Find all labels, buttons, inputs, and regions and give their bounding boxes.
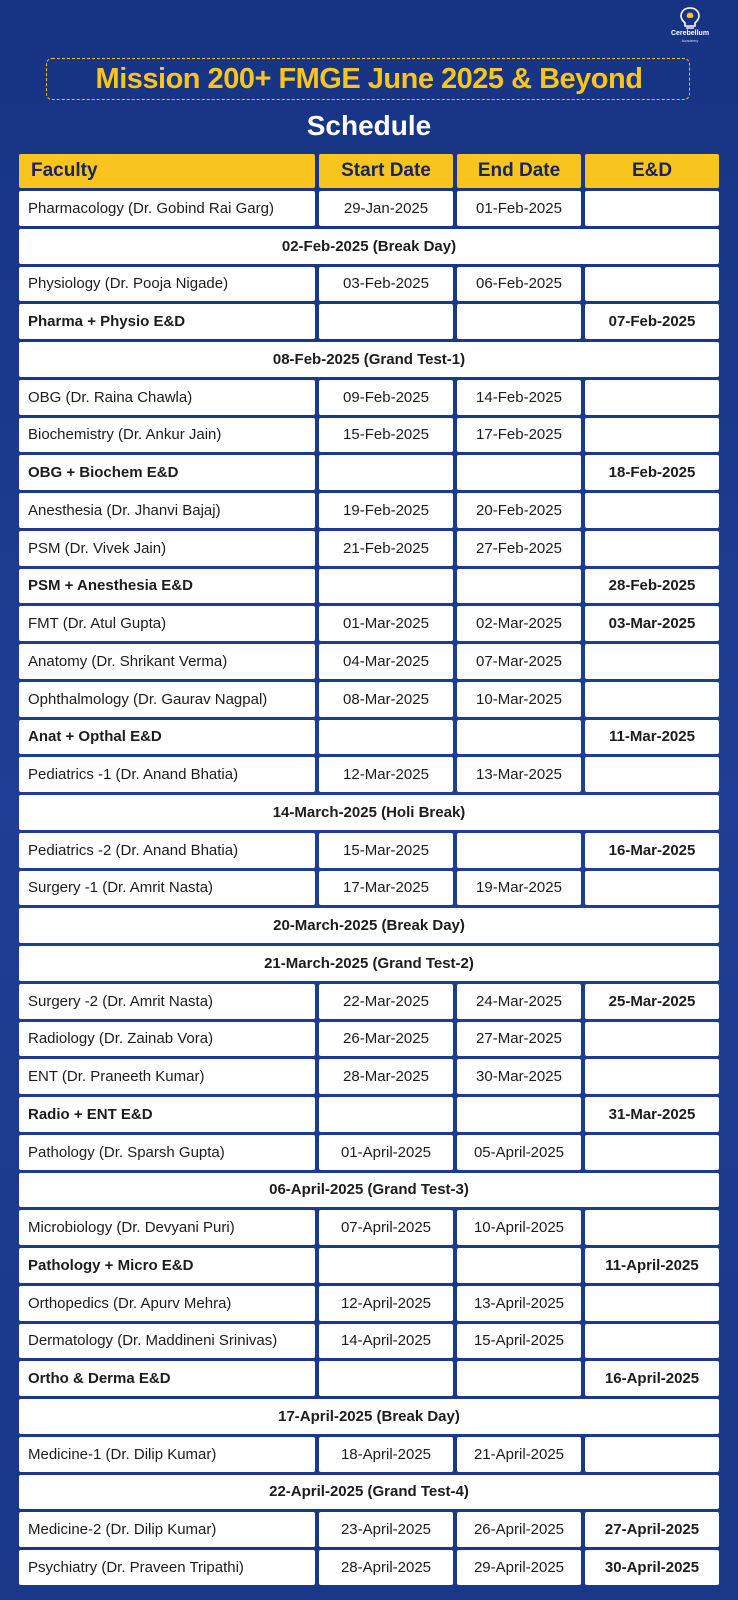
table-row — [19, 191, 719, 226]
start-date-cell: 28-Mar-2025 — [319, 1059, 453, 1094]
start-date-cell: 03-Feb-2025 — [319, 267, 453, 302]
ed-date-cell — [585, 380, 719, 415]
end-date-cell: 19-Mar-2025 — [457, 871, 581, 906]
faculty-cell: Dermatology (Dr. Maddineni Srinivas) — [19, 1324, 315, 1359]
start-date-cell: 21-Feb-2025 — [319, 531, 453, 566]
faculty-cell: Anesthesia (Dr. Jhanvi Bajaj) — [19, 493, 315, 528]
ed-date-cell: 27-April-2025 — [585, 1512, 719, 1547]
start-date-cell — [319, 569, 453, 604]
lightbulb-brain-icon — [679, 6, 701, 30]
table-row — [19, 1210, 719, 1245]
end-date-cell: 10-April-2025 — [457, 1210, 581, 1245]
banner-row — [19, 908, 719, 943]
ed-date-cell: 07-Feb-2025 — [585, 304, 719, 339]
faculty-cell: Pharmacology (Dr. Gobind Rai Garg) — [19, 191, 315, 226]
ed-row — [19, 304, 719, 339]
faculty-cell: Surgery -2 (Dr. Amrit Nasta) — [19, 984, 315, 1019]
end-date-cell: 05-April-2025 — [457, 1135, 581, 1170]
faculty-cell: Anat + Opthal E&D — [19, 720, 315, 755]
start-date-cell — [319, 304, 453, 339]
ed-date-cell: 18-Feb-2025 — [585, 455, 719, 490]
start-date-cell: 07-April-2025 — [319, 1210, 453, 1245]
banner-row — [19, 1399, 719, 1434]
ed-date-cell — [585, 1210, 719, 1245]
end-date-cell: 27-Mar-2025 — [457, 1022, 581, 1057]
faculty-cell: Orthopedics (Dr. Apurv Mehra) — [19, 1286, 315, 1321]
end-date-cell — [457, 455, 581, 490]
end-date-cell: 06-Feb-2025 — [457, 267, 581, 302]
start-date-cell: 28-April-2025 — [319, 1550, 453, 1585]
faculty-cell: Pediatrics -2 (Dr. Anand Bhatia) — [19, 833, 315, 868]
end-date-cell: 07-Mar-2025 — [457, 644, 581, 679]
ed-date-cell: 11-April-2025 — [585, 1248, 719, 1283]
table-row — [19, 871, 719, 906]
ed-date-cell: 03-Mar-2025 — [585, 606, 719, 641]
table-row — [19, 1512, 719, 1547]
table-row — [19, 682, 719, 717]
end-date-cell — [457, 1097, 581, 1132]
start-date-cell — [319, 720, 453, 755]
header-end-date: End Date — [457, 154, 581, 188]
ed-row — [19, 569, 719, 604]
table-row — [19, 1437, 719, 1472]
faculty-cell: Psychiatry (Dr. Praveen Tripathi) — [19, 1550, 315, 1585]
ed-row — [19, 1248, 719, 1283]
faculty-cell: Surgery -1 (Dr. Amrit Nasta) — [19, 871, 315, 906]
faculty-cell: Ophthalmology (Dr. Gaurav Nagpal) — [19, 682, 315, 717]
ed-date-cell — [585, 1286, 719, 1321]
end-date-cell: 15-April-2025 — [457, 1324, 581, 1359]
ed-date-cell — [585, 1324, 719, 1359]
ed-date-cell: 28-Feb-2025 — [585, 569, 719, 604]
ed-date-cell: 30-April-2025 — [585, 1550, 719, 1585]
faculty-cell: PSM + Anesthesia E&D — [19, 569, 315, 604]
faculty-cell: Medicine-2 (Dr. Dilip Kumar) — [19, 1512, 315, 1547]
page-subtitle: Schedule — [306, 110, 432, 141]
banner-text: 20-March-2025 (Break Day) — [19, 908, 719, 943]
start-date-cell: 01-April-2025 — [319, 1135, 453, 1170]
banner-row — [19, 342, 719, 377]
faculty-cell: Pathology (Dr. Sparsh Gupta) — [19, 1135, 315, 1170]
table-row — [19, 984, 719, 1019]
header-ed: E&D — [585, 154, 719, 188]
table-row — [19, 267, 719, 302]
faculty-cell: Radio + ENT E&D — [19, 1097, 315, 1132]
banner-row — [19, 1475, 719, 1510]
start-date-cell: 17-Mar-2025 — [319, 871, 453, 906]
ed-date-cell — [585, 1135, 719, 1170]
table-row — [19, 493, 719, 528]
start-date-cell — [319, 1361, 453, 1396]
ed-date-cell — [585, 871, 719, 906]
table-row — [19, 757, 719, 792]
brand-tagline: Academy — [681, 38, 699, 43]
start-date-cell: 01-Mar-2025 — [319, 606, 453, 641]
table-row — [19, 531, 719, 566]
faculty-cell: Medicine-1 (Dr. Dilip Kumar) — [19, 1437, 315, 1472]
table-row — [19, 1059, 719, 1094]
faculty-cell: OBG (Dr. Raina Chawla) — [19, 380, 315, 415]
table-body — [19, 191, 719, 1585]
end-date-cell: 27-Feb-2025 — [457, 531, 581, 566]
end-date-cell: 17-Feb-2025 — [457, 418, 581, 453]
table-row — [19, 1286, 719, 1321]
ed-row — [19, 1361, 719, 1396]
ed-date-cell — [585, 1059, 719, 1094]
table-row — [19, 1324, 719, 1359]
end-date-cell: 20-Feb-2025 — [457, 493, 581, 528]
ed-date-cell — [585, 418, 719, 453]
ed-row — [19, 455, 719, 490]
end-date-cell: 14-Feb-2025 — [457, 380, 581, 415]
ed-date-cell — [585, 531, 719, 566]
banner-text: 08-Feb-2025 (Grand Test-1) — [19, 342, 719, 377]
ed-date-cell — [585, 267, 719, 302]
ed-date-cell — [585, 682, 719, 717]
ed-date-cell — [585, 757, 719, 792]
table-row — [19, 1135, 719, 1170]
faculty-cell: PSM (Dr. Vivek Jain) — [19, 531, 315, 566]
end-date-cell — [457, 720, 581, 755]
table-row — [19, 606, 719, 641]
faculty-cell: Biochemistry (Dr. Ankur Jain) — [19, 418, 315, 453]
start-date-cell — [319, 455, 453, 490]
ed-date-cell: 25-Mar-2025 — [585, 984, 719, 1019]
ed-date-cell — [585, 191, 719, 226]
header-start-date: Start Date — [319, 154, 453, 188]
start-date-cell: 14-April-2025 — [319, 1324, 453, 1359]
end-date-cell: 10-Mar-2025 — [457, 682, 581, 717]
banner-row — [19, 795, 719, 830]
ed-row — [19, 1097, 719, 1132]
ed-row — [19, 720, 719, 755]
end-date-cell: 29-April-2025 — [457, 1550, 581, 1585]
end-date-cell — [457, 1361, 581, 1396]
start-date-cell: 19-Feb-2025 — [319, 493, 453, 528]
ed-date-cell: 16-Mar-2025 — [585, 833, 719, 868]
start-date-cell: 22-Mar-2025 — [319, 984, 453, 1019]
banner-text: 22-April-2025 (Grand Test-4) — [19, 1475, 719, 1510]
table-row — [19, 833, 719, 868]
start-date-cell: 12-Mar-2025 — [319, 757, 453, 792]
start-date-cell: 29-Jan-2025 — [319, 191, 453, 226]
end-date-cell — [457, 833, 581, 868]
banner-text: 17-April-2025 (Break Day) — [19, 1399, 719, 1434]
start-date-cell: 26-Mar-2025 — [319, 1022, 453, 1057]
faculty-cell: Pharma + Physio E&D — [19, 304, 315, 339]
start-date-cell: 15-Feb-2025 — [319, 418, 453, 453]
end-date-cell: 13-April-2025 — [457, 1286, 581, 1321]
table-row — [19, 1550, 719, 1585]
end-date-cell: 02-Mar-2025 — [457, 606, 581, 641]
table-row — [19, 644, 719, 679]
ed-date-cell: 11-Mar-2025 — [585, 720, 719, 755]
end-date-cell: 30-Mar-2025 — [457, 1059, 581, 1094]
faculty-cell: ENT (Dr. Praneeth Kumar) — [19, 1059, 315, 1094]
ed-date-cell — [585, 493, 719, 528]
end-date-cell: 21-April-2025 — [457, 1437, 581, 1472]
end-date-cell — [457, 1248, 581, 1283]
table-row — [19, 380, 719, 415]
end-date-cell: 26-April-2025 — [457, 1512, 581, 1547]
ed-date-cell — [585, 1022, 719, 1057]
start-date-cell: 04-Mar-2025 — [319, 644, 453, 679]
faculty-cell: Ortho & Derma E&D — [19, 1361, 315, 1396]
faculty-cell: Radiology (Dr. Zainab Vora) — [19, 1022, 315, 1057]
start-date-cell: 18-April-2025 — [319, 1437, 453, 1472]
table-header — [19, 154, 719, 188]
start-date-cell: 12-April-2025 — [319, 1286, 453, 1321]
banner-text: 21-March-2025 (Grand Test-2) — [19, 946, 719, 981]
faculty-cell: Pathology + Micro E&D — [19, 1248, 315, 1283]
start-date-cell: 08-Mar-2025 — [319, 682, 453, 717]
page-title: Mission 200+ FMGE June 2025 & Beyond — [95, 63, 643, 95]
ed-date-cell — [585, 644, 719, 679]
header-faculty: Faculty — [19, 154, 315, 188]
banner-text: 02-Feb-2025 (Break Day) — [19, 229, 719, 264]
faculty-cell: Pediatrics -1 (Dr. Anand Bhatia) — [19, 757, 315, 792]
end-date-cell: 01-Feb-2025 — [457, 191, 581, 226]
ed-date-cell: 16-April-2025 — [585, 1361, 719, 1396]
banner-row — [19, 946, 719, 981]
end-date-cell: 13-Mar-2025 — [457, 757, 581, 792]
faculty-cell: FMT (Dr. Atul Gupta) — [19, 606, 315, 641]
start-date-cell: 09-Feb-2025 — [319, 380, 453, 415]
ed-date-cell — [585, 1437, 719, 1472]
faculty-cell: Anatomy (Dr. Shrikant Verma) — [19, 644, 315, 679]
faculty-cell: Microbiology (Dr. Devyani Puri) — [19, 1210, 315, 1245]
ed-date-cell: 31-Mar-2025 — [585, 1097, 719, 1132]
start-date-cell: 15-Mar-2025 — [319, 833, 453, 868]
table-row — [19, 1022, 719, 1057]
banner-text: 14-March-2025 (Holi Break) — [19, 795, 719, 830]
brand-logo — [660, 6, 720, 43]
end-date-cell — [457, 569, 581, 604]
faculty-cell: Physiology (Dr. Pooja Nigade) — [19, 267, 315, 302]
banner-row — [19, 1173, 719, 1208]
start-date-cell: 23-April-2025 — [319, 1512, 453, 1547]
banner-text: 06-April-2025 (Grand Test-3) — [19, 1173, 719, 1208]
schedule-table — [19, 154, 719, 1588]
end-date-cell: 24-Mar-2025 — [457, 984, 581, 1019]
start-date-cell — [319, 1097, 453, 1132]
faculty-cell: OBG + Biochem E&D — [19, 455, 315, 490]
brand-name: Cerebellum — [670, 30, 710, 37]
table-row — [19, 418, 719, 453]
start-date-cell — [319, 1248, 453, 1283]
end-date-cell — [457, 304, 581, 339]
banner-row — [19, 229, 719, 264]
